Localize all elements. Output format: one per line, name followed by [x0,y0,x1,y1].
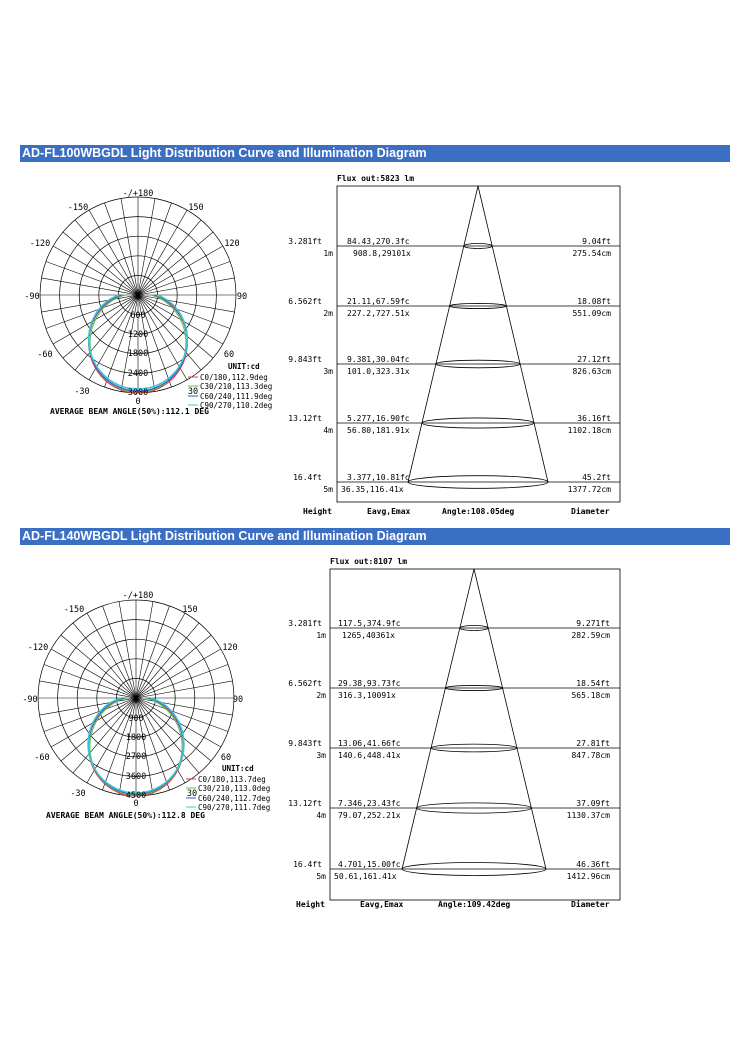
height-m: 5m [323,485,333,494]
footer-height: Height [303,507,332,516]
eavg-emax-lx: 316.3,10091x [338,691,396,700]
angle-label: 30 [187,387,199,397]
beam-angle-label: AVERAGE BEAM ANGLE(50%):112.8 DEG [46,811,205,820]
diameter-ft: 27.81ft [576,739,610,748]
angle-label: -60 [37,350,53,360]
diameter-cm: 282.59cm [571,631,610,640]
light-cone [408,186,548,488]
angle-label: -120 [29,239,51,249]
angle-label: 30 [186,789,198,799]
radial-label: 1200 [127,330,149,340]
eavg-emax-fc: 3.377,10.81fc [347,473,410,482]
angle-label: 90 [236,292,248,302]
polar-diagram [20,180,280,450]
eavg-emax-fc: 117.5,374.9fc [338,619,401,628]
angle-label: -30 [74,387,90,397]
legend-entry: C90/270,111.7deg [198,803,271,812]
diameter-ft: 46.36ft [576,860,610,869]
footer-height: Height [296,900,325,909]
angle-label: 90 [232,695,244,705]
height-m: 2m [316,691,326,700]
unit-label: UNIT:cd [228,362,260,371]
height-m: 1m [316,631,326,640]
radial-label: 4500 [125,791,147,801]
diameter-cm: 1412.96cm [566,872,610,881]
diameter-cm: 551.09cm [572,309,611,318]
height-m: 3m [316,751,326,760]
height-row [288,237,620,258]
diameter-cm: 1130.37cm [566,811,610,820]
legend [188,373,272,410]
radial-label: 2700 [125,752,147,762]
angle-label: 60 [220,753,232,763]
angle-label: 60 [223,350,235,360]
footer-eavg: Eavg,Emax [367,507,411,516]
height-row [293,860,620,881]
cone-edge [408,186,478,482]
diameter-ft: 27.12ft [577,355,611,364]
eavg-emax-lx: 36.35,116.41x [341,485,404,494]
cone-edge [402,569,474,869]
height-m: 5m [316,872,326,881]
footer-eavg: Eavg,Emax [360,900,404,909]
height-row [288,799,620,820]
radial-label: 0 [135,292,141,302]
polar-diagram [20,582,280,852]
legend-entry: C30/210,113.3deg [200,382,273,391]
radial-label: 3600 [125,772,147,782]
radial-label: 3000 [127,388,149,398]
beam-angle-label: AVERAGE BEAM ANGLE(50%):112.1 DEG [50,407,209,416]
unit-label: UNIT:cd [222,764,254,773]
eavg-emax-fc: 21.11,67.59fc [347,297,410,306]
eavg-emax-lx: 1265,40361x [342,631,395,640]
eavg-emax-lx: 56.80,181.91x [347,426,410,435]
eavg-emax-lx: 140.6,448.41x [338,751,401,760]
eavg-emax-lx: 227.2,727.51x [347,309,410,318]
eavg-emax-lx: 908.8,29101x [353,249,411,258]
angle-label: 150 [182,605,198,615]
eavg-emax-fc: 29.38,93.73fc [338,679,401,688]
legend [186,775,270,812]
diameter-cm: 847.78cm [571,751,610,760]
height-ft: 9.843ft [288,739,322,748]
height-ft: 6.562ft [288,297,322,306]
height-ft: 3.281ft [288,237,322,246]
legend-entry: C60/240,111.9deg [200,392,273,401]
footer-angle: Angle:109.42deg [438,900,511,909]
radial-label: 1800 [127,349,149,359]
height-ft: 6.562ft [288,679,322,688]
flux-label: Flux out:8107 lm [330,557,408,566]
height-row [288,414,620,435]
radial-label: 0 [133,695,139,705]
section-title: AD-FL100WBGDL Light Distribution Curve and Illumination Diagram [20,145,730,162]
light-cone [402,569,546,875]
diameter-ft: 37.09ft [576,799,610,808]
diameter-ft: 9.271ft [576,619,610,628]
diameter-cm: 1377.72cm [567,485,611,494]
angle-label: -/+180 [122,189,154,199]
legend-entry: C30/210,113.0deg [198,784,271,793]
eavg-emax-lx: 79.07,252.21x [338,811,401,820]
height-m: 4m [323,426,333,435]
angle-label: -90 [24,292,40,302]
cone-edge [478,186,548,482]
diameter-ft: 9.04ft [582,237,611,246]
diameter-ft: 18.54ft [576,679,610,688]
diameter-cm: 1102.18cm [567,426,611,435]
height-ft: 9.843ft [288,355,322,364]
eavg-emax-lx: 50.61,161.41x [334,872,397,881]
angle-label: -150 [63,605,85,615]
diameter-cm: 565.18cm [571,691,610,700]
eavg-emax-fc: 9.381,30.04fc [347,355,410,364]
height-m: 1m [323,249,333,258]
cone-edge [474,569,546,869]
radial-label: 2400 [127,369,149,379]
height-m: 4m [316,811,326,820]
diameter-cm: 826.63cm [572,367,611,376]
legend-entry: C0/180,113.7deg [198,775,266,784]
diameter-ft: 18.08ft [577,297,611,306]
height-ft: 13.12ft [288,799,322,808]
eavg-emax-fc: 7.346,23.43fc [338,799,401,808]
radial-label: 900 [128,714,144,724]
illumination-diagram [288,172,625,517]
height-m: 2m [323,309,333,318]
angle-label: -60 [34,753,50,763]
illumination-diagram [288,555,618,915]
height-ft: 3.281ft [288,619,322,628]
angle-label: -30 [70,789,86,799]
legend-entry: C90/270,110.2deg [200,401,273,410]
footer-angle: Angle:108.05deg [442,507,515,516]
angle-label: 120 [224,239,240,249]
eavg-emax-fc: 13.06,41.66fc [338,739,401,748]
height-m: 3m [323,367,333,376]
angle-label: 0 [133,799,139,809]
angle-label: -150 [67,203,89,213]
legend-entry: C0/180,112.9deg [200,373,268,382]
eavg-emax-lx: 101.0,323.31x [347,367,410,376]
eavg-emax-fc: 5.277,16.90fc [347,414,410,423]
section-title: AD-FL140WBGDL Light Distribution Curve and Illumination Diagram [20,528,730,545]
height-row [288,739,620,760]
legend-entry: C60/240,112.7deg [198,794,271,803]
diagram-frame [337,186,620,502]
height-ft: 16.4ft [293,473,322,482]
diameter-ft: 36.16ft [577,414,611,423]
angle-label: 0 [135,397,141,407]
angle-label: -/+180 [122,591,154,601]
eavg-emax-fc: 84.43,270.3fc [347,237,410,246]
flux-label: Flux out:5823 lm [337,174,415,183]
height-ft: 16.4ft [293,860,322,869]
height-row [288,619,620,640]
radial-label: 1800 [125,733,147,743]
diameter-cm: 275.54cm [572,249,611,258]
angle-label: -90 [22,695,38,705]
diameter-ft: 45.2ft [582,473,611,482]
angle-label: 120 [222,643,238,653]
angle-label: -120 [27,643,49,653]
angle-label: 150 [188,203,204,213]
footer-diameter: Diameter [571,507,610,516]
footer-diameter: Diameter [571,900,610,909]
radial-label: 600 [130,311,146,321]
height-ft: 13.12ft [288,414,322,423]
eavg-emax-fc: 4.701,15.00fc [338,860,401,869]
height-row [288,355,620,376]
